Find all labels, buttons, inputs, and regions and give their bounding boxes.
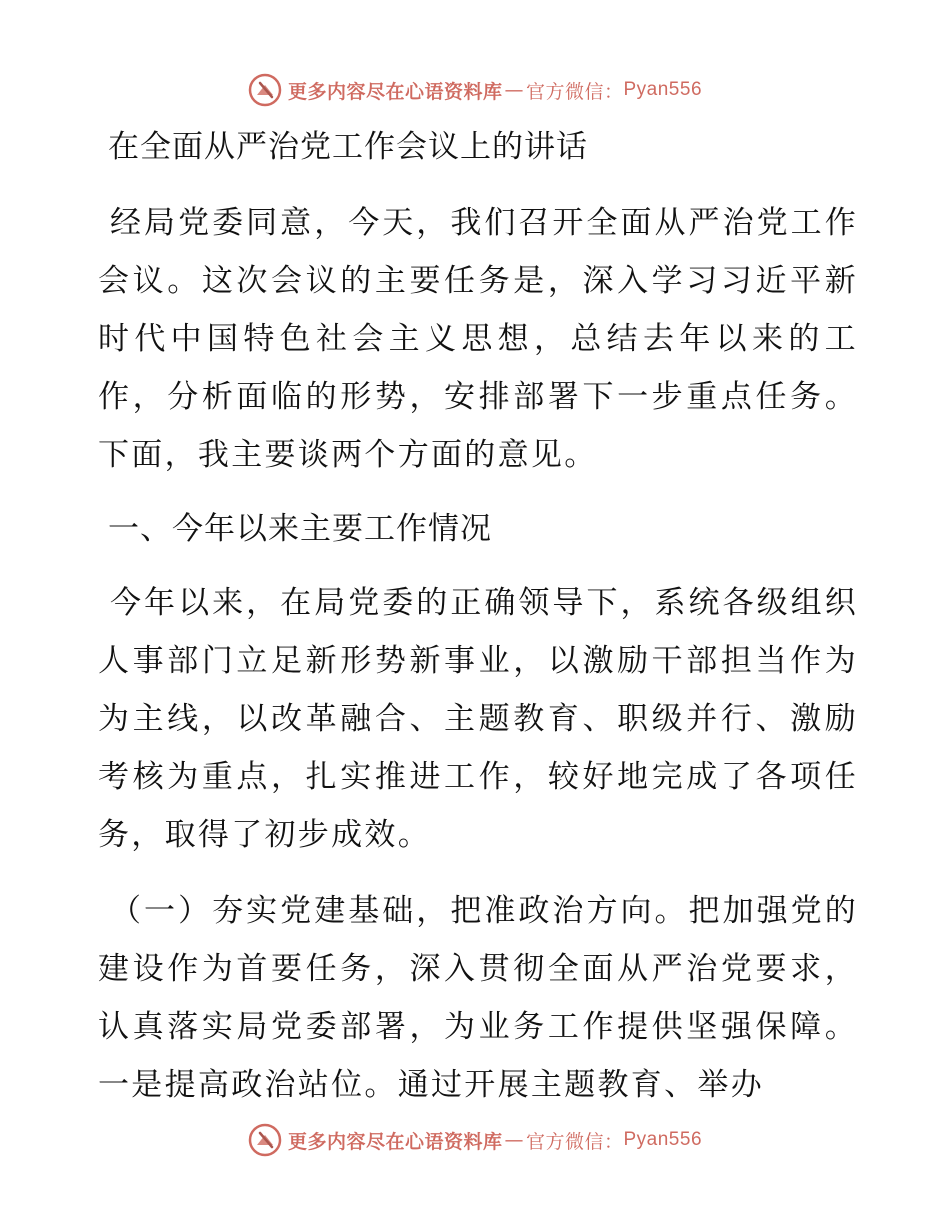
watermark-header <box>0 70 950 110</box>
book-pen-logo-icon <box>248 73 282 107</box>
watermark-wechat-id: Pyan556 <box>623 79 703 100</box>
watermark-separator: — <box>504 1129 524 1151</box>
watermark-brand: 更多内容尽在心语资料库 <box>287 80 503 103</box>
paragraph-section-1: 今年以来，在局党委的正确领导下，系统各级组织人事部门立足新形势新事业，以激励干部担当作为为主线，以改革融合、主题教育、职级并行、激励考核为重点，扎实推进工作，较好地完成了各项任务，取得了初步成效。 <box>98 585 858 853</box>
watermark-wechat-label: 官方微信： <box>525 1130 624 1153</box>
watermark-footer <box>0 1120 950 1160</box>
paragraph-subsection-1: （一）夯实党建基础，把准政治方向。把加强党的建设作为首要任务，深入贯彻全面从严治党要求，认真落实局党委部署，为业务工作提供坚强保障。一是提高政治站位。通过开展主题教育、举办 <box>98 893 858 1103</box>
watermark-wechat-id: Pyan556 <box>623 1129 703 1150</box>
paragraph-intro: 经局党委同意，今天，我们召开全面从严治党工作会议。这次会议的主要任务是，深入学习习近平新时代中国特色社会主义思想，总结去年以来的工作，分析面临的形势，安排部署下一步重点任务。下面，我主要谈两个方面的意见。 <box>98 205 858 473</box>
section-heading-1: 一、今年以来主要工作情况 <box>108 511 492 547</box>
watermark-wechat-label: 官方微信： <box>525 80 624 103</box>
document-title: 在全面从严治党工作会议上的讲话 <box>108 129 588 165</box>
watermark-brand: 更多内容尽在心语资料库 <box>287 1130 503 1153</box>
watermark-separator: — <box>504 79 524 101</box>
book-pen-logo-icon <box>248 1123 282 1157</box>
